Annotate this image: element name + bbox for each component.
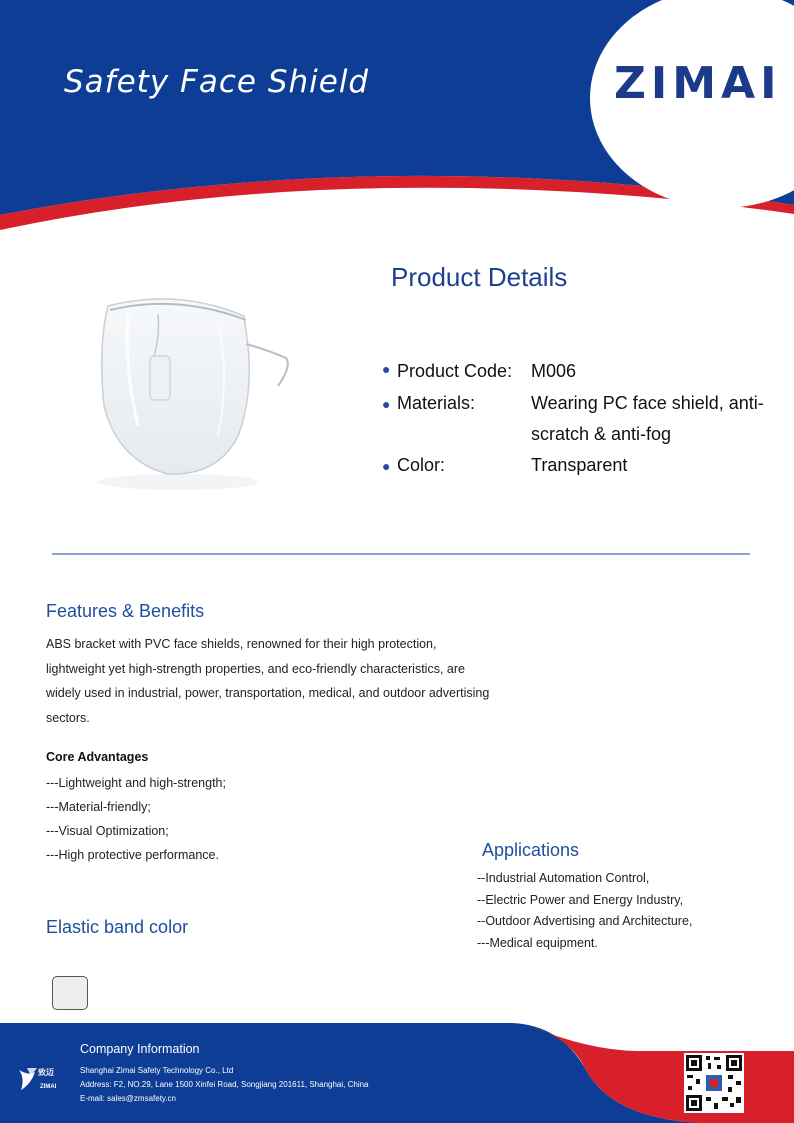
list-item: --Outdoor Advertising and Architecture,: [477, 914, 693, 929]
core-advantages-list: [46, 771, 226, 867]
bullet-icon: ●: [382, 458, 391, 474]
features-title: Features & Benefits: [46, 601, 205, 621]
company-info: [80, 1064, 369, 1106]
detail-label: Product Code:: [397, 361, 513, 381]
detail-value: Wearing PC face shield, anti-scratch & anti-fog: [531, 393, 764, 444]
list-item: ---High protective performance.: [46, 848, 219, 862]
applications-title: Applications: [482, 840, 580, 860]
header-banner: [0, 0, 794, 240]
applications-list: [477, 868, 692, 954]
small-logo-cn: 致迈: [38, 1068, 54, 1077]
company-info-title: Company Information: [80, 1042, 200, 1056]
bullet-icon: ●: [382, 361, 391, 377]
detail-label: Materials:: [397, 393, 476, 413]
company-name: Shanghai Zimai Safety Technology Co., Ltd: [80, 1066, 234, 1075]
list-item: --Industrial Automation Control,: [477, 871, 650, 885]
detail-label: Color:: [397, 455, 446, 475]
product-details-title: Product Details: [391, 262, 568, 292]
detail-value: M006: [531, 361, 577, 381]
color-swatch: [52, 976, 88, 1010]
company-address: Address: F2, NO.29, Lane 1500 Xinfei Road, Songjiang 201611, Shanghai, China: [80, 1080, 369, 1089]
core-advantages-title: Core Advantages: [46, 750, 149, 764]
list-item: ---Lightweight and high-strength;: [46, 776, 226, 790]
qr-code-icon[interactable]: [684, 1053, 744, 1113]
product-image: [68, 286, 308, 492]
brand-logo: ZIMAI: [614, 58, 782, 109]
company-email[interactable]: E-mail: sales@zmsafety.cn: [80, 1094, 176, 1103]
bullet-icon: ●: [382, 396, 391, 412]
list-item: ---Visual Optimization;: [46, 824, 169, 838]
small-logo-en: ZIMAI: [40, 1084, 57, 1090]
list-item: --Electric Power and Energy Industry,: [477, 892, 684, 907]
elastic-band-title: Elastic band color: [46, 917, 189, 937]
section-divider: [52, 553, 750, 555]
page-title: Safety Face Shield: [64, 64, 370, 100]
features-description: ABS bracket with PVC face shields, renowned for their high protection, lightweight yet high-strength properties, and eco-friendly characteristics, are widely used in industrial, power, transportation, medical, and outdoor advertising sectors.: [46, 637, 490, 725]
detail-value: Transparent: [531, 455, 628, 475]
list-item: ---Medical equipment.: [477, 935, 598, 950]
list-item: ---Material-friendly;: [46, 800, 151, 814]
